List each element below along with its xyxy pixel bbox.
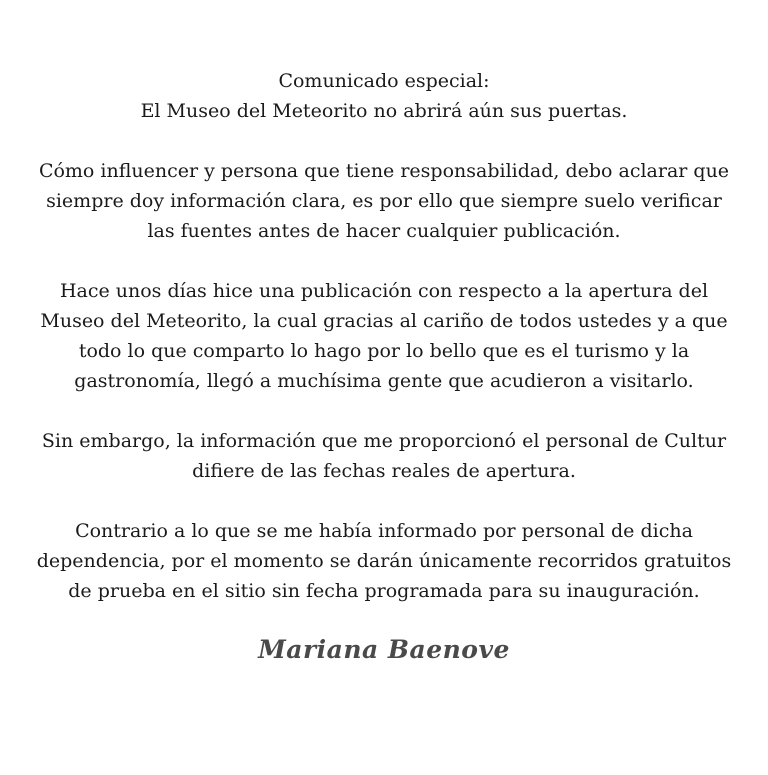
paragraph-line: las fuentes antes de hacer cualquier publicación. xyxy=(147,220,621,242)
paragraph-responsibility xyxy=(0,156,768,246)
paragraph-line: dependencia, por el momento se darán únicamente recorridos gratuitos xyxy=(36,550,732,572)
paragraph-line: Sin embargo, la información que me proporcionó el personal de Cultur xyxy=(41,430,727,452)
signature: Mariana Baenove xyxy=(258,635,510,664)
paragraph-line: difiere de las fechas reales de apertura. xyxy=(192,460,576,482)
announcement-header xyxy=(0,66,768,126)
paragraph-line: siempre doy información clara, es por ello que siempre suelo verificar xyxy=(46,190,722,212)
paragraph-line: Hace unos días hice una publicación con respecto a la apertura del xyxy=(59,280,709,302)
paragraph-line: de prueba en el sitio sin fecha programada para su inauguración. xyxy=(68,580,700,602)
paragraph-correction xyxy=(0,426,768,486)
paragraph-line: Museo del Meteorito, la cual gracias al cariño de todos ustedes y a que xyxy=(40,310,728,332)
paragraph-previous-post xyxy=(0,276,768,396)
header-subtitle: El Museo del Meteorito no abrirá aún sus puertas. xyxy=(140,100,628,122)
paragraph-line: Cómo influencer y persona que tiene responsabilidad, debo aclarar que xyxy=(38,160,730,182)
header-title: Comunicado especial: xyxy=(278,70,490,92)
paragraph-line: Contrario a lo que se me había informado por personal de dicha xyxy=(75,520,693,542)
paragraph-line: todo lo que comparto lo hago por lo bello que es el turismo y la xyxy=(78,340,690,362)
paragraph-line: gastronomía, llegó a muchísima gente que acudieron a visitarlo. xyxy=(74,370,694,392)
announcement xyxy=(0,66,768,636)
paragraph-current-status xyxy=(0,516,768,606)
